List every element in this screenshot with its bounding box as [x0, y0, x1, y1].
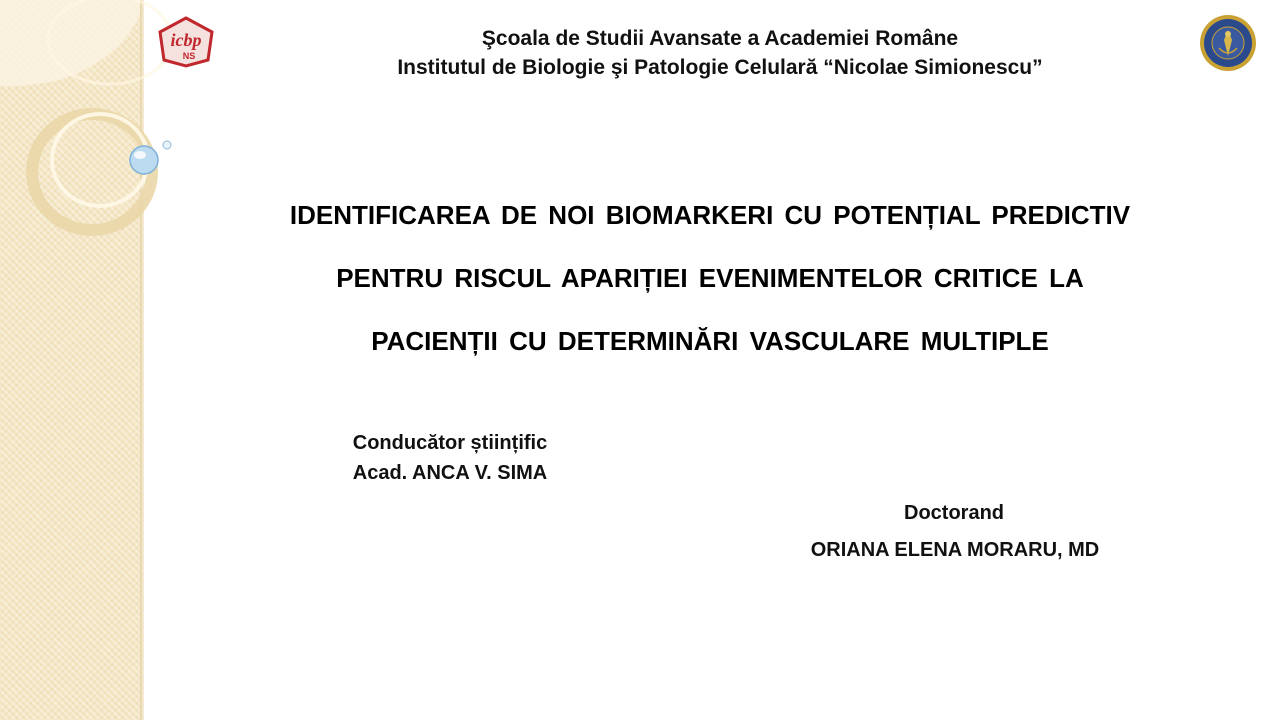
school-name: Şcoala de Studii Avansate a Academiei Române [481, 27, 959, 50]
thesis-title-line-3: PACIENȚII CU DETERMINĂRI VASCULARE MULTIPLE [371, 326, 1049, 356]
svg-text:icbp: icbp [170, 30, 202, 50]
doctorand-name: ORIANA ELENA MORARU, MD [810, 539, 1100, 561]
academy-seal-icon [1199, 14, 1257, 72]
supervisor-name: Acad. ANCA V. SIMA [352, 462, 548, 484]
thesis-title-line-2: PENTRU RISCUL APARIȚIEI EVENIMENTELOR CRITICE LA [336, 263, 1084, 293]
icbp-ns-logo-icon [156, 16, 216, 68]
thesis-title [220, 184, 1200, 373]
doctorand-label: Doctorand [904, 502, 1004, 524]
supervisor-label: Conducător științific [352, 432, 548, 454]
supervisor-block [300, 428, 600, 488]
svg-text:NS: NS [182, 51, 196, 61]
institute-name: Institutul de Biologie şi Patologie Celulară “Nicolae Simionescu” [397, 56, 1043, 79]
institution-header [260, 24, 1180, 82]
thesis-title-line-1: IDENTIFICAREA DE NOI BIOMARKERI CU POTENȚIAL PREDICTIV [289, 200, 1131, 230]
